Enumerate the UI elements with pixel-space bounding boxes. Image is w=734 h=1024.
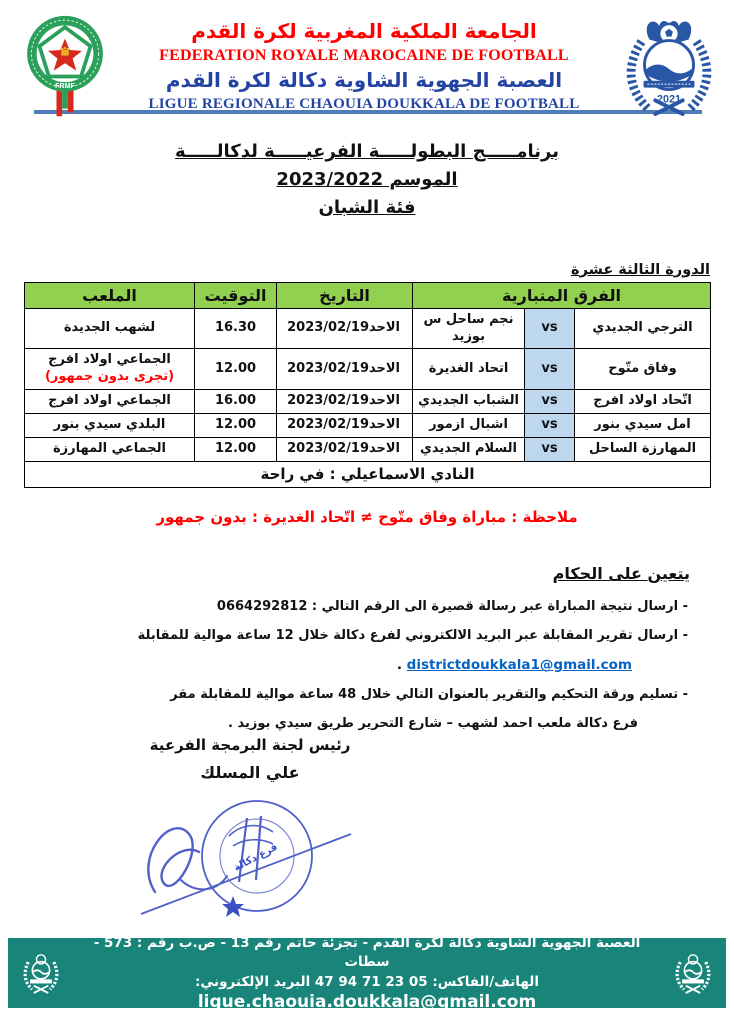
date-cell — [277, 308, 413, 349]
table-header-row — [25, 282, 711, 308]
time-cell: 16.00 — [195, 390, 277, 414]
match-note: ملاحظة : مباراة وفاق متّوح ≠ اتّحاد الغديرة : بدون جمهور — [156, 508, 578, 527]
email-suffix: . — [396, 657, 407, 674]
referee-instructions — [0, 564, 734, 731]
title-season: الموسم 2023/2022 — [276, 168, 458, 190]
match-day: الاحد — [368, 441, 400, 457]
stamp-star — [222, 896, 244, 917]
match-day: الاحد — [368, 393, 400, 409]
venue-note: (تجرى بدون جمهور) — [44, 369, 175, 385]
venue-cell — [25, 414, 195, 438]
title-category: فئة الشبان — [318, 196, 416, 218]
vs-cell: vs — [525, 308, 575, 349]
date-cell — [277, 438, 413, 462]
footer-phone: الهاتف/الفاكس: 05 23 71 94 47 البريد الإلكتروني: — [195, 973, 539, 990]
vs-cell: vs — [525, 349, 575, 390]
footer-bar — [8, 934, 726, 1012]
team-right: امل سيدي بنور — [575, 414, 711, 438]
frmf-crest-logo — [22, 14, 108, 120]
match-date: 2023/02/19 — [287, 417, 369, 433]
referee-item-sms: - ارسال نتيجة المباراة عبر رسالة قصيرة الى الرقم التالي : 0664292812 — [216, 599, 688, 615]
vs-cell: vs — [525, 390, 575, 414]
match-day: الاحد — [368, 320, 400, 336]
match-row — [25, 390, 711, 414]
team-right: وفاق متّوح — [575, 349, 711, 390]
venue-cell — [25, 308, 195, 349]
team-right: المهارزة الساحل — [575, 438, 711, 462]
team-left: السلام الجديدي — [413, 438, 525, 462]
date-cell — [277, 414, 413, 438]
vs-cell: vs — [525, 414, 575, 438]
footer-ligue-logo-left — [21, 950, 61, 996]
venue-cell — [25, 390, 195, 414]
stamp-inner-text: فرع دكالة — [232, 841, 280, 874]
match-date: 2023/02/19 — [287, 393, 369, 409]
stamp-and-signature — [129, 784, 361, 924]
match-schedule-table — [24, 282, 711, 489]
match-row — [25, 438, 711, 462]
round-label: الدورة الثالثة عشرة — [571, 261, 710, 278]
time-cell: 12.00 — [195, 349, 277, 390]
footer-address: العصبة الجهوية الشاوية دكالة لكرة القدم - تجزئة حاتم رقم 13 - ص.ب رقم : 573 - سطات — [93, 934, 641, 971]
match-day: الاحد — [368, 360, 400, 376]
ligue-name-french: LIGUE REGIONALE CHAOUIA DOUKKALA DE FOOTBALL — [148, 96, 580, 112]
venue-cell — [25, 349, 195, 390]
venue-name: لشهب الجديدة — [63, 320, 156, 336]
team-left: الشباب الجديدي — [413, 390, 525, 414]
match-date: 2023/02/19 — [287, 441, 369, 457]
col-header-date: التاريخ — [277, 282, 413, 308]
venue-name: الجماعي اولاد افرج — [48, 352, 171, 368]
document-title — [0, 138, 734, 222]
time-cell: 16.30 — [195, 308, 277, 349]
team-right: اتّحاد اولاد افرج — [575, 390, 711, 414]
stamp-wrap — [118, 784, 372, 928]
ligue-logo-year: 2021 — [657, 93, 681, 106]
rest-row — [25, 461, 711, 488]
federation-name-arabic: الجامعة الملكية المغربية لكرة القدم — [191, 19, 537, 43]
referee-item-report: - ارسال تقرير المقابلة عبر البريد الالكتروني لفرع دكالة خلال 12 ساعة موالية للمقابلة — [137, 628, 688, 644]
vs-cell: vs — [525, 438, 575, 462]
time-cell: 12.00 — [195, 438, 277, 462]
match-day: الاحد — [368, 417, 400, 433]
svg-text:عصبة الشاوية دكالة لكرة القدم — [129, 784, 135, 787]
header-titles — [108, 14, 620, 113]
ligue-name-arabic: العصبة الجهوية الشاوية دكالة لكرة القدم — [165, 68, 563, 92]
match-date: 2023/02/19 — [287, 360, 369, 376]
referee-item-sheet-line1: - تسليم ورقة التحكيم والتقرير بالعنوان التالي خلال 48 ساعة موالية للمقابلة مقر — [170, 687, 688, 703]
col-header-time: التوقيت — [195, 282, 277, 308]
venue-name: البلدي سيدي بنور — [53, 417, 166, 433]
ligue-logo — [620, 14, 718, 120]
rest-note: النادي الاسماعيلي : في راحة — [25, 461, 711, 488]
venue-cell — [25, 438, 195, 462]
signatory-title: رئيس لجنة البرمجة الفرعية — [149, 736, 351, 754]
date-cell — [277, 390, 413, 414]
date-cell — [277, 349, 413, 390]
venue-name: الجماعي المهارزة — [52, 441, 167, 457]
federation-name-french: FEDERATION ROYALE MAROCAINE DE FOOTBALL — [159, 47, 569, 64]
footer-ligue-logo-right — [673, 950, 713, 996]
team-left: نجم ساحل س بوزيد — [413, 308, 525, 349]
footer-text — [61, 934, 673, 1012]
team-left: اشبال ازمور — [413, 414, 525, 438]
team-left: اتحاد الغديرة — [413, 349, 525, 390]
venue-name: الجماعي اولاد افرج — [48, 393, 171, 409]
match-row — [25, 308, 711, 349]
col-header-venue: الملعب — [25, 282, 195, 308]
team-right: الترجي الجديدي — [575, 308, 711, 349]
time-cell: 12.00 — [195, 414, 277, 438]
referee-email-line — [0, 657, 632, 673]
district-email-link[interactable]: districtdoukkala1@gmail.com — [406, 657, 632, 674]
match-row — [25, 414, 711, 438]
referee-heading: يتعين على الحكام — [552, 564, 690, 584]
col-header-teams: الفرق المتبارية — [413, 282, 711, 308]
footer-email-link[interactable]: ligue.chaouia.doukkala@gmail.com — [197, 991, 537, 1012]
match-date: 2023/02/19 — [287, 320, 369, 336]
frmf-crest-text: FRMF — [55, 81, 75, 90]
title-programme: برنامـــــج البطولـــــة الفرعيـــــة لدكالـــــة — [175, 141, 559, 162]
signatory-name: علي المسلك — [200, 763, 300, 782]
header — [0, 0, 734, 112]
match-row — [25, 349, 711, 390]
referee-item-sheet-line2: فرع دكالة ملعب احمد لشهب – شارع التحرير طريق سيدي بوزيد . — [228, 716, 638, 732]
stamp-circle-text — [129, 784, 135, 787]
signature-block — [118, 736, 382, 928]
